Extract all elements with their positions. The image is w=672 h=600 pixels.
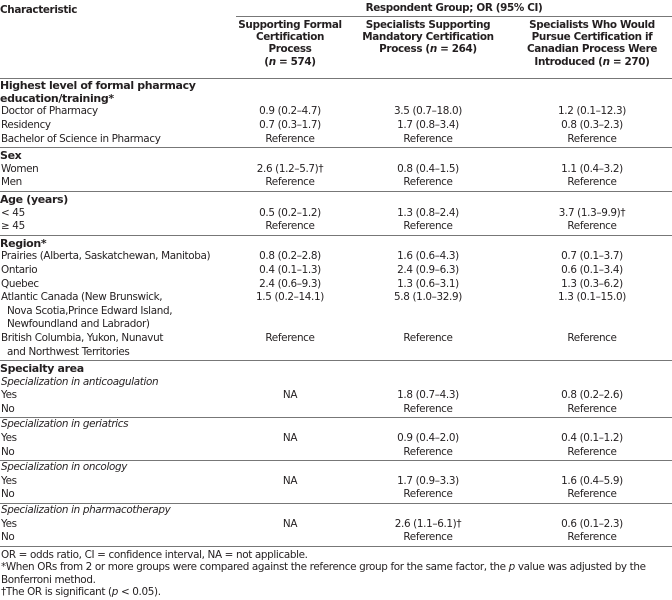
- odds-ratio-cell: Reference: [512, 403, 672, 418]
- odds-ratio-cell: Reference: [512, 176, 672, 191]
- table-row: [0, 488, 672, 503]
- odds-ratio-cell: 0.7 (0.3–1.7): [259, 119, 321, 131]
- row-label: ≥ 45: [0, 220, 236, 235]
- row-label-line: and Northwest Territories: [7, 345, 130, 358]
- odds-ratio-cell: 1.2 (0.1–12.3): [558, 105, 626, 118]
- table-footnotes: [0, 549, 672, 599]
- table-row: [0, 176, 672, 191]
- odds-ratio-cell: Reference: [344, 332, 512, 361]
- stub-header: Characteristic: [0, 4, 236, 67]
- row-label: Ontario: [1, 263, 38, 276]
- odds-ratio-cell: NA: [282, 474, 298, 487]
- table-row: [0, 389, 672, 403]
- section-title: Highest level of formal pharmacy education/training*: [0, 79, 196, 105]
- subgroup-header-row: [0, 461, 672, 475]
- odds-ratio-cell: Reference: [344, 403, 512, 418]
- table-row: [0, 105, 672, 119]
- table-row: [0, 475, 672, 489]
- column-header-line: Specialists Supporting: [365, 18, 491, 31]
- row-label: Bachelor of Science in Pharmacy: [0, 133, 236, 148]
- table-row: [0, 220, 672, 235]
- subgroup-title: Specialization in oncology: [1, 461, 128, 474]
- odds-ratio-cell: 0.9 (0.4–2.0): [397, 432, 459, 445]
- odds-ratio-cell: 1.3 (0.8–2.4): [397, 206, 459, 219]
- odds-ratio-cell: Reference: [512, 133, 672, 148]
- odds-ratio-cell: 0.9 (0.2–4.7): [259, 105, 321, 118]
- odds-ratio-cell: 1.5 (0.2–14.1): [256, 291, 324, 304]
- row-label: Doctor of Pharmacy: [1, 105, 98, 118]
- section-header-row: [0, 79, 672, 106]
- subgroup-header-row: [0, 376, 672, 390]
- odds-ratio-cell: Reference: [512, 332, 672, 361]
- column-header-line: Supporting Formal: [238, 18, 342, 31]
- section-title: Specialty area: [0, 362, 84, 376]
- column-header-line: Specialists Who Would: [529, 18, 655, 31]
- column-header-formal-certification: [236, 16, 344, 79]
- footnote-bonferroni: *When ORs from 2 or more groups were compared against the reference group for the same factor, the p value was adjusted by the Bonferroni method.: [1, 561, 646, 586]
- table-row: [0, 264, 672, 278]
- odds-ratio-cell: 0.7 (0.1–3.7): [561, 250, 623, 263]
- section-title: Age (years): [0, 192, 68, 206]
- odds-ratio-cell: [236, 531, 344, 546]
- odds-ratio-cell: Reference: [344, 446, 512, 461]
- odds-ratio-cell: 0.4 (0.1–1.2): [561, 432, 623, 445]
- odds-ratio-cell: Reference: [236, 332, 344, 361]
- spanner-header: Respondent Group; OR (95% CI): [236, 0, 672, 16]
- odds-ratio-cell: Reference: [344, 133, 512, 148]
- odds-ratio-cell: 0.5 (0.2–1.2): [259, 206, 321, 219]
- odds-ratio-cell: NA: [282, 432, 298, 445]
- table-row: [0, 291, 672, 332]
- odds-ratio-cell: 0.6 (0.1–2.3): [561, 517, 623, 530]
- section-header-row: [0, 148, 672, 163]
- row-label: No: [0, 531, 236, 546]
- row-label-line: Atlantic Canada (New Brunswick,: [1, 291, 163, 304]
- row-label: Men: [0, 176, 236, 191]
- odds-ratio-cell: Reference: [512, 531, 672, 546]
- odds-ratio-cell: Reference: [512, 488, 672, 503]
- odds-ratio-cell: Reference: [512, 220, 672, 235]
- row-label: No: [0, 403, 236, 418]
- table-row: [0, 446, 672, 461]
- column-header-pursue-certification: [512, 16, 672, 79]
- odds-ratio-cell: Reference: [344, 176, 512, 191]
- odds-ratio-cell: Reference: [344, 220, 512, 235]
- odds-ratio-cell: 1.7 (0.8–3.4): [397, 119, 459, 131]
- column-header-line: Mandatory Certification: [362, 31, 494, 43]
- column-header-mandatory-certification: [344, 16, 512, 79]
- row-label: Yes: [1, 389, 17, 402]
- table-row: [0, 207, 672, 221]
- odds-ratio-cell: 0.8 (0.2–2.6): [561, 389, 623, 402]
- odds-ratio-cell: 3.7 (1.3–9.9)†: [558, 206, 626, 219]
- section-title: Region*: [0, 236, 47, 250]
- odds-ratio-cell: Reference: [236, 176, 344, 191]
- odds-ratio-cell: 1.8 (0.7–4.3): [397, 389, 459, 402]
- odds-ratio-cell: [236, 488, 344, 503]
- table-row: [0, 403, 672, 418]
- table-row: [0, 133, 672, 148]
- row-label: < 45: [1, 206, 25, 219]
- table-row: [0, 432, 672, 446]
- subgroup-header-row: [0, 418, 672, 432]
- odds-ratio-cell: [236, 446, 344, 461]
- odds-ratio-cell: 0.8 (0.2–2.8): [259, 250, 321, 263]
- section-title: Sex: [0, 149, 22, 163]
- odds-ratio-cell: NA: [282, 517, 298, 530]
- odds-ratio-cell: 2.6 (1.2–5.7)†: [256, 162, 324, 175]
- odds-ratio-cell: 5.8 (1.0–32.9): [394, 291, 462, 304]
- odds-ratio-cell: 1.1 (0.4–3.2): [561, 162, 623, 175]
- table-row: [0, 518, 672, 532]
- row-label: No: [0, 446, 236, 461]
- odds-ratio-cell: 1.7 (0.9–3.3): [397, 474, 459, 487]
- row-label: Yes: [1, 474, 17, 487]
- table-row: [0, 163, 672, 177]
- section-header-row: [0, 361, 672, 376]
- odds-ratio-cell: 2.6 (1.1–6.1)†: [394, 517, 462, 530]
- odds-ratio-cell: 0.6 (0.1–3.4): [561, 263, 623, 276]
- odds-ratio-cell: Reference: [344, 488, 512, 503]
- odds-ratio-cell: Reference: [236, 133, 344, 148]
- table-row: [0, 531, 672, 546]
- table-row: [0, 278, 672, 292]
- odds-ratio-cell: Reference: [236, 220, 344, 235]
- row-label: [0, 291, 236, 332]
- row-label: Yes: [1, 432, 17, 445]
- subgroup-title: Specialization in anticoagulation: [1, 375, 159, 388]
- row-label: Women: [1, 162, 39, 175]
- table-row: [0, 332, 672, 361]
- footnote-significance: †The OR is significant (p < 0.05).: [1, 586, 161, 599]
- row-label-line: Nova Scotia,Prince Edward Island,: [7, 304, 173, 317]
- section-header-row: [0, 191, 672, 206]
- table-body: [0, 79, 672, 547]
- odds-ratio-cell: 1.3 (0.3–6.2): [561, 277, 623, 290]
- row-label: Yes: [1, 517, 17, 530]
- section-header-row: [0, 235, 672, 250]
- table-row: [0, 119, 672, 133]
- odds-ratio-cell: 1.3 (0.1–15.0): [558, 291, 626, 304]
- odds-ratio-cell: Reference: [344, 531, 512, 546]
- odds-ratio-cell: 0.8 (0.4–1.5): [397, 162, 459, 175]
- row-label-line: British Columbia, Yukon, Nunavut: [1, 331, 164, 344]
- odds-ratio-cell: 0.8 (0.3–2.3): [561, 119, 623, 131]
- row-label: Residency: [1, 119, 51, 131]
- odds-ratio-cell: [236, 403, 344, 418]
- odds-ratio-cell: Reference: [512, 446, 672, 461]
- column-header-n: (n = 574): [264, 55, 316, 68]
- table-row: [0, 250, 672, 264]
- odds-ratio-cell: 1.3 (0.6–3.1): [397, 277, 459, 290]
- odds-ratio-cell: 1.6 (0.6–4.3): [397, 250, 459, 263]
- row-label: Quebec: [1, 277, 39, 290]
- row-label: No: [0, 488, 236, 503]
- column-header-n: Process (n = 264): [379, 43, 477, 56]
- odds-ratio-cell: 3.5 (0.7–18.0): [394, 105, 462, 118]
- column-header-line: Canadian Process Were: [526, 43, 658, 56]
- footnote-abbreviations: OR = odds ratio, CI = confidence interval, NA = not applicable.: [1, 548, 308, 561]
- odds-ratio-cell: 1.6 (0.4–5.9): [561, 474, 623, 487]
- odds-ratio-cell: NA: [282, 389, 298, 402]
- subgroup-title: Specialization in pharmacotherapy: [1, 504, 171, 517]
- subgroup-title: Specialization in geriatrics: [1, 418, 129, 431]
- row-label: Prairies (Alberta, Saskatchewan, Manitoba): [1, 250, 211, 263]
- odds-ratio-cell: 0.4 (0.1–1.3): [259, 263, 321, 276]
- row-label-line: Newfoundland and Labrador): [7, 318, 150, 331]
- odds-ratio-cell: 2.4 (0.9–6.3): [397, 263, 459, 276]
- column-header-n: Introduced (n = 270): [534, 55, 650, 68]
- odds-ratio-cell: 2.4 (0.6–9.3): [259, 277, 321, 290]
- column-header-line: Pursue Certification if: [531, 31, 653, 43]
- column-header-line: Certification Process: [255, 31, 325, 56]
- row-label: [0, 332, 236, 361]
- subgroup-header-row: [0, 504, 672, 518]
